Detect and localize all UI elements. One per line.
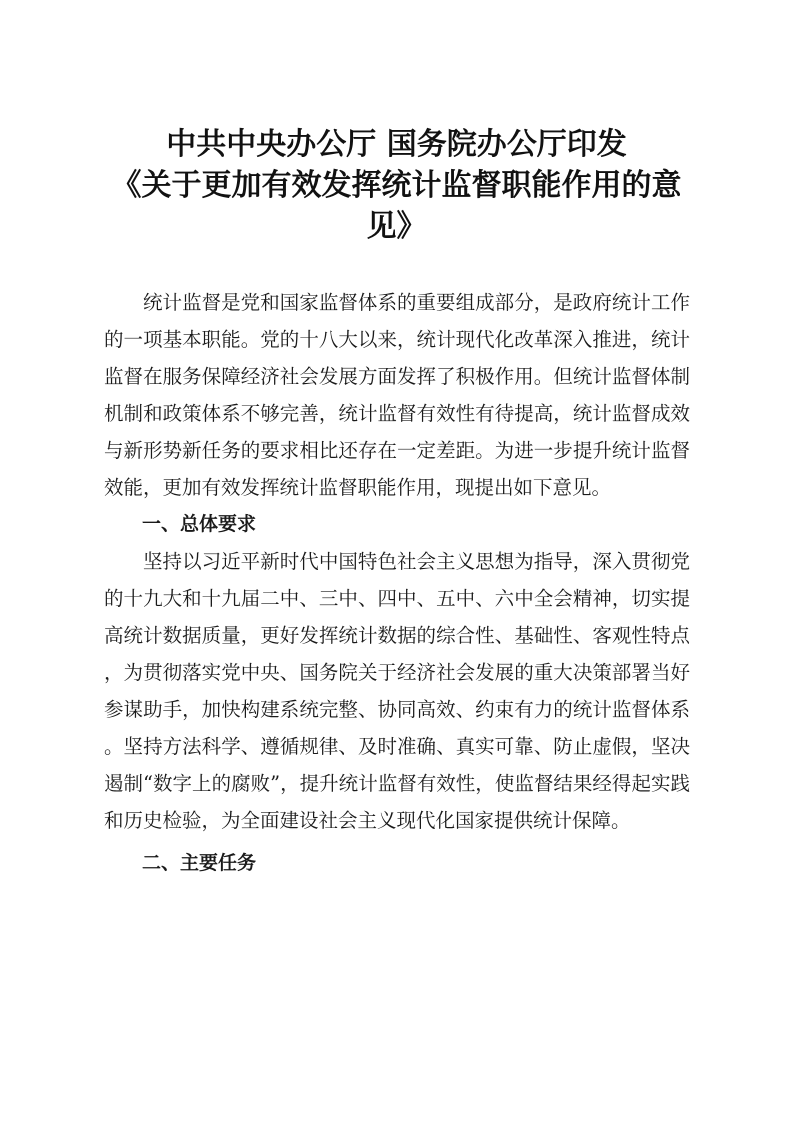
intro-paragraph: 统计监督是党和国家监督体系的重要组成部分，是政府统计工作的一项基本职能。党的十八大以来，统计现代化改革深入推进，统计监督在服务保障经济社会发展方面发挥了积极作用。但统计监督体制机制和政策体系不够完善，统计监督有效性有待提高，统计监督成效与新形势新任务的要求相比还存在一定差距。为进一步提升统计监督效能，更加有效发挥统计监督职能作用，现提出如下意见。 [104, 291, 690, 499]
section-heading-general-requirements: 一、总体要求 [142, 513, 257, 535]
section-heading-main-tasks: 二、主要任务 [142, 852, 257, 874]
title-line-3: 见》 [366, 209, 427, 244]
title-line-2: 《关于更加有效发挥统计监督职能作用的意 [111, 168, 682, 203]
document-title [100, 124, 693, 247]
title-line-1: 中共中央办公厅 国务院办公厅印发 [166, 127, 627, 162]
document-body [104, 284, 690, 882]
general-requirements-paragraph: 坚持以习近平新时代中国特色社会主义思想为指导，深入贯彻党的十九大和十九届二中、三中、四中、五中、六中全会精神，切实提高统计数据质量，更好发挥统计数据的综合性、基础性、客观性特点，为贯彻落实党中央、国务院关于经济社会发展的重大决策部署当好参谋助手，加快构建系统完整、协同高效、约束有力的统计监督体系。坚持方法科学、遵循规律、及时准确、真实可靠、防止虚假，坚决遏制“数字上的腐败”，提升统计监督有效性，使监督结果经得起实践和历史检验，为全面建设社会主义现代化国家提供统计保障。 [104, 550, 690, 832]
